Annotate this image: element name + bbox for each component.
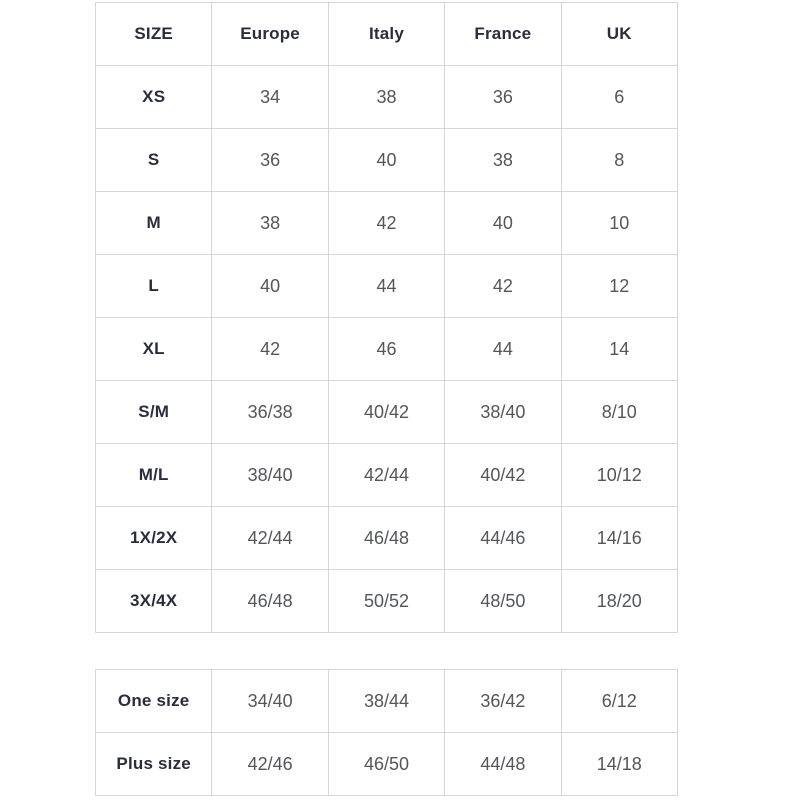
table-row-s (96, 129, 678, 192)
size-label-cell: S/M (96, 381, 212, 444)
value-cell: 38 (212, 192, 328, 255)
value-cell: 36/42 (445, 670, 561, 733)
value-cell: 34/40 (212, 670, 328, 733)
value-cell: 40/42 (328, 381, 444, 444)
size-conversion-table (95, 2, 678, 633)
table-row-plus-size (96, 733, 678, 796)
value-cell: 8/10 (561, 381, 677, 444)
table-row-xl (96, 318, 678, 381)
value-cell: 36/38 (212, 381, 328, 444)
value-cell: 36 (445, 66, 561, 129)
size-label-cell: XL (96, 318, 212, 381)
value-cell: 50/52 (328, 570, 444, 633)
value-cell: 44/46 (445, 507, 561, 570)
special-sizes-table (95, 669, 678, 796)
value-cell: 36 (212, 129, 328, 192)
value-cell: 38/40 (445, 381, 561, 444)
header-cell-size: SIZE (96, 3, 212, 66)
size-label-cell: M (96, 192, 212, 255)
value-cell: 40/42 (445, 444, 561, 507)
value-cell: 46 (328, 318, 444, 381)
value-cell: 42 (445, 255, 561, 318)
table-row-one-size (96, 670, 678, 733)
table-header-row (96, 3, 678, 66)
value-cell: 46/48 (212, 570, 328, 633)
value-cell: 44 (445, 318, 561, 381)
value-cell: 44 (328, 255, 444, 318)
size-label-cell: L (96, 255, 212, 318)
table-row-sm (96, 381, 678, 444)
value-cell: 46/50 (328, 733, 444, 796)
value-cell: 44/48 (445, 733, 561, 796)
header-cell-uk: UK (561, 3, 677, 66)
value-cell: 10 (561, 192, 677, 255)
value-cell: 10/12 (561, 444, 677, 507)
value-cell: 42/46 (212, 733, 328, 796)
size-label-cell: One size (96, 670, 212, 733)
value-cell: 38 (445, 129, 561, 192)
value-cell: 42 (328, 192, 444, 255)
header-cell-france: France (445, 3, 561, 66)
value-cell: 38 (328, 66, 444, 129)
table-row-ml (96, 444, 678, 507)
value-cell: 40 (445, 192, 561, 255)
value-cell: 8 (561, 129, 677, 192)
value-cell: 18/20 (561, 570, 677, 633)
value-cell: 40 (328, 129, 444, 192)
value-cell: 14/18 (561, 733, 677, 796)
value-cell: 38/44 (328, 670, 444, 733)
size-label-cell: S (96, 129, 212, 192)
size-label-cell: 1X/2X (96, 507, 212, 570)
value-cell: 34 (212, 66, 328, 129)
table-row-l (96, 255, 678, 318)
value-cell: 38/40 (212, 444, 328, 507)
header-cell-italy: Italy (328, 3, 444, 66)
table-row-m (96, 192, 678, 255)
value-cell: 48/50 (445, 570, 561, 633)
size-label-cell: M/L (96, 444, 212, 507)
value-cell: 6/12 (561, 670, 677, 733)
value-cell: 42/44 (212, 507, 328, 570)
table-row-3x4x (96, 570, 678, 633)
size-label-cell: XS (96, 66, 212, 129)
value-cell: 12 (561, 255, 677, 318)
value-cell: 42 (212, 318, 328, 381)
value-cell: 14 (561, 318, 677, 381)
header-cell-europe: Europe (212, 3, 328, 66)
size-label-cell: 3X/4X (96, 570, 212, 633)
value-cell: 46/48 (328, 507, 444, 570)
table-row-1x2x (96, 507, 678, 570)
value-cell: 6 (561, 66, 677, 129)
value-cell: 14/16 (561, 507, 677, 570)
value-cell: 42/44 (328, 444, 444, 507)
table-row-xs (96, 66, 678, 129)
value-cell: 40 (212, 255, 328, 318)
size-label-cell: Plus size (96, 733, 212, 796)
